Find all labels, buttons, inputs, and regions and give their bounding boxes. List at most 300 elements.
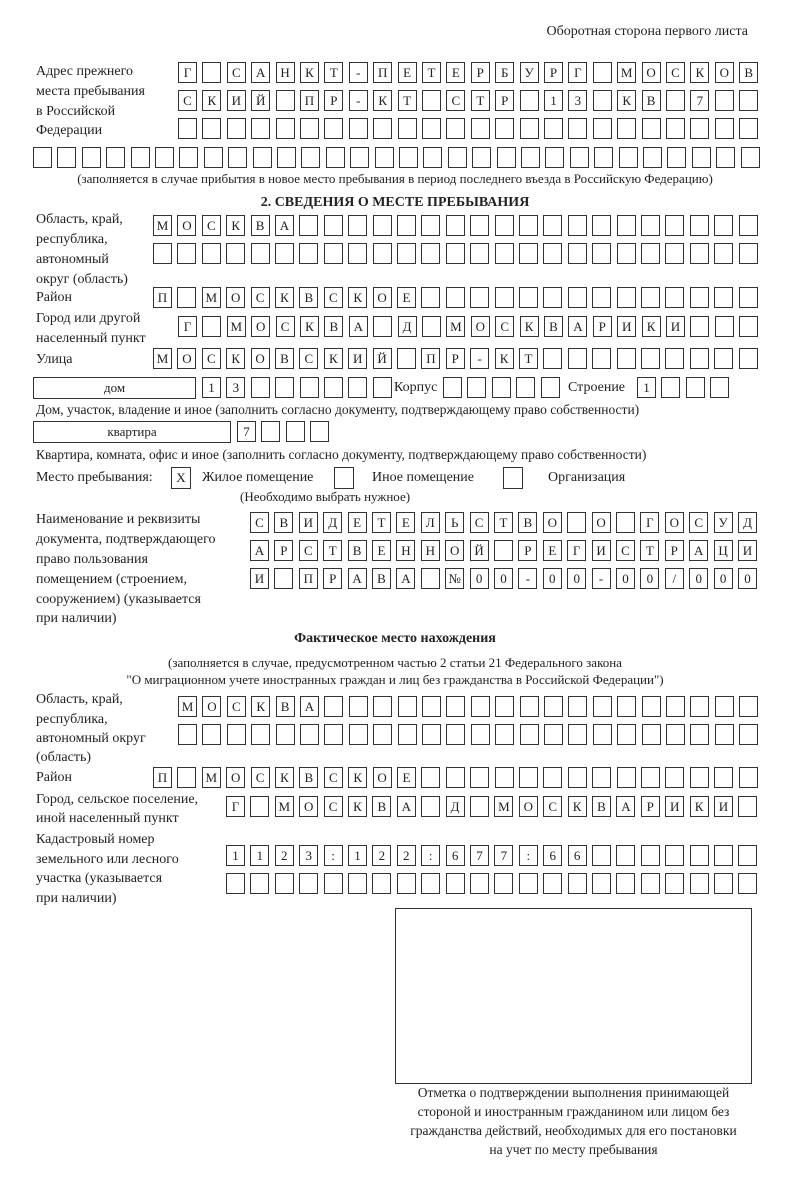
char-cell[interactable]: О [226,767,245,788]
char-cell[interactable] [275,243,294,264]
char-cell[interactable] [641,287,660,308]
char-cell[interactable]: А [397,796,416,817]
char-cell[interactable]: 3 [299,845,318,866]
char-cell[interactable]: К [373,90,392,111]
char-cell[interactable]: 0 [714,568,733,589]
char-cell[interactable] [642,696,661,717]
char-cell[interactable] [594,147,613,168]
char-cell[interactable]: Л [421,512,440,533]
char-cell[interactable]: И [348,348,367,369]
char-cell[interactable]: К [226,215,245,236]
char-cell[interactable] [593,696,612,717]
char-cell[interactable] [373,243,392,264]
char-cell[interactable] [641,348,660,369]
char-cell[interactable] [492,377,511,398]
char-cell[interactable] [397,873,416,894]
char-cell[interactable]: 0 [470,568,489,589]
char-cell[interactable] [519,767,538,788]
char-cell[interactable] [375,147,394,168]
char-cell[interactable]: Й [470,540,489,561]
char-cell[interactable] [33,147,52,168]
char-cell[interactable] [665,287,684,308]
char-cell[interactable]: О [543,512,562,533]
char-cell[interactable] [446,767,465,788]
char-cell[interactable]: И [227,90,246,111]
char-cell[interactable] [349,724,368,745]
char-cell[interactable]: К [348,796,367,817]
place-checkbox-other[interactable] [334,467,354,489]
char-cell[interactable]: 0 [616,568,635,589]
char-cell[interactable]: И [666,316,685,337]
char-cell[interactable] [567,512,586,533]
char-cell[interactable] [421,215,440,236]
char-cell[interactable] [177,243,196,264]
char-cell[interactable] [250,796,269,817]
char-cell[interactable] [470,873,489,894]
char-cell[interactable] [665,348,684,369]
char-cell[interactable] [275,873,294,894]
char-cell[interactable] [177,287,196,308]
char-cell[interactable]: 0 [640,568,659,589]
char-cell[interactable]: - [349,90,368,111]
char-cell[interactable]: Д [738,512,757,533]
char-cell[interactable] [714,767,733,788]
char-cell[interactable]: А [568,316,587,337]
char-cell[interactable] [467,377,486,398]
char-cell[interactable]: В [372,796,391,817]
char-cell[interactable] [715,724,734,745]
char-cell[interactable]: К [202,90,221,111]
char-cell[interactable] [276,724,295,745]
char-cell[interactable] [714,243,733,264]
char-cell[interactable]: Р [324,90,343,111]
char-cell[interactable] [226,873,245,894]
char-cell[interactable]: П [299,568,318,589]
char-cell[interactable] [617,118,636,139]
char-cell[interactable] [568,118,587,139]
char-cell[interactable]: Р [665,540,684,561]
char-cell[interactable] [543,243,562,264]
char-cell[interactable]: У [714,512,733,533]
char-cell[interactable]: 2 [372,845,391,866]
char-cell[interactable] [666,118,685,139]
char-cell[interactable] [568,873,587,894]
char-cell[interactable] [690,348,709,369]
char-cell[interactable]: К [642,316,661,337]
char-cell[interactable]: И [665,796,684,817]
char-cell[interactable] [519,287,538,308]
char-cell[interactable]: А [396,568,415,589]
char-cell[interactable] [228,147,247,168]
char-cell[interactable] [665,845,684,866]
char-cell[interactable] [666,696,685,717]
char-cell[interactable]: М [202,287,221,308]
char-cell[interactable]: 2 [397,845,416,866]
char-cell[interactable] [641,873,660,894]
char-cell[interactable] [642,724,661,745]
char-cell[interactable]: М [494,796,513,817]
char-cell[interactable] [421,796,440,817]
char-cell[interactable] [373,696,392,717]
char-cell[interactable]: С [299,540,318,561]
char-cell[interactable]: 7 [470,845,489,866]
char-cell[interactable] [348,215,367,236]
char-cell[interactable] [421,243,440,264]
char-cell[interactable] [593,62,612,83]
char-cell[interactable]: С [276,316,295,337]
char-cell[interactable] [739,348,758,369]
char-cell[interactable] [446,873,465,894]
char-cell[interactable]: : [324,845,343,866]
char-cell[interactable]: К [275,767,294,788]
char-cell[interactable]: К [690,62,709,83]
char-cell[interactable]: К [348,767,367,788]
char-cell[interactable] [326,147,345,168]
char-cell[interactable] [470,215,489,236]
char-cell[interactable] [274,568,293,589]
char-cell[interactable]: О [519,796,538,817]
char-cell[interactable] [227,118,246,139]
char-cell[interactable] [665,873,684,894]
char-cell[interactable] [422,696,441,717]
char-cell[interactable] [666,724,685,745]
char-cell[interactable] [667,147,686,168]
char-cell[interactable] [446,118,465,139]
char-cell[interactable] [301,147,320,168]
char-cell[interactable] [641,845,660,866]
char-cell[interactable]: А [250,540,269,561]
char-cell[interactable] [348,873,367,894]
char-cell[interactable] [421,767,440,788]
char-cell[interactable]: Ь [445,512,464,533]
char-cell[interactable]: К [226,348,245,369]
char-cell[interactable] [202,316,221,337]
char-cell[interactable]: О [177,215,196,236]
char-cell[interactable] [324,243,343,264]
char-cell[interactable]: Р [495,90,514,111]
char-cell[interactable]: К [251,696,270,717]
char-cell[interactable]: С [666,62,685,83]
char-cell[interactable]: О [445,540,464,561]
char-cell[interactable] [251,243,270,264]
char-cell[interactable] [617,215,636,236]
char-cell[interactable] [471,724,490,745]
char-cell[interactable] [666,90,685,111]
char-cell[interactable] [422,724,441,745]
char-cell[interactable] [421,873,440,894]
char-cell[interactable] [568,767,587,788]
char-cell[interactable] [57,147,76,168]
char-cell[interactable]: 7 [237,421,256,442]
char-cell[interactable]: В [299,287,318,308]
char-cell[interactable]: В [739,62,758,83]
char-cell[interactable]: 3 [568,90,587,111]
char-cell[interactable] [543,215,562,236]
char-cell[interactable] [690,215,709,236]
char-cell[interactable]: Т [324,62,343,83]
char-cell[interactable]: 1 [637,377,656,398]
char-cell[interactable]: И [738,540,757,561]
char-cell[interactable] [541,377,560,398]
char-cell[interactable]: 1 [226,845,245,866]
char-cell[interactable] [398,696,417,717]
char-cell[interactable] [661,377,680,398]
char-cell[interactable]: 3 [226,377,245,398]
char-cell[interactable]: 0 [494,568,513,589]
char-cell[interactable] [471,696,490,717]
char-cell[interactable]: В [276,696,295,717]
char-cell[interactable]: О [251,348,270,369]
char-cell[interactable] [421,568,440,589]
char-cell[interactable]: М [227,316,246,337]
char-cell[interactable]: В [274,512,293,533]
char-cell[interactable] [494,873,513,894]
char-cell[interactable]: О [642,62,661,83]
char-cell[interactable] [592,287,611,308]
char-cell[interactable]: В [372,568,391,589]
char-cell[interactable] [421,287,440,308]
char-cell[interactable] [593,724,612,745]
char-cell[interactable]: Н [421,540,440,561]
char-cell[interactable] [692,147,711,168]
char-cell[interactable] [665,767,684,788]
char-cell[interactable] [690,696,709,717]
char-cell[interactable]: О [373,287,392,308]
char-cell[interactable]: С [543,796,562,817]
char-cell[interactable] [179,147,198,168]
char-cell[interactable] [521,147,540,168]
char-cell[interactable] [350,147,369,168]
char-cell[interactable] [741,147,760,168]
char-cell[interactable] [519,215,538,236]
char-cell[interactable]: И [250,568,269,589]
char-cell[interactable] [710,377,729,398]
char-cell[interactable] [300,377,319,398]
char-cell[interactable]: : [519,845,538,866]
char-cell[interactable] [276,118,295,139]
char-cell[interactable]: С [251,767,270,788]
char-cell[interactable] [471,118,490,139]
char-cell[interactable]: К [300,316,319,337]
char-cell[interactable] [446,287,465,308]
char-cell[interactable]: О [715,62,734,83]
char-cell[interactable]: Г [178,62,197,83]
char-cell[interactable] [617,243,636,264]
char-cell[interactable]: О [202,696,221,717]
char-cell[interactable]: 0 [689,568,708,589]
char-cell[interactable] [131,147,150,168]
char-cell[interactable] [349,118,368,139]
char-cell[interactable] [616,845,635,866]
char-cell[interactable] [277,147,296,168]
char-cell[interactable] [739,696,758,717]
char-cell[interactable]: Т [422,62,441,83]
char-cell[interactable] [643,147,662,168]
char-cell[interactable] [642,118,661,139]
char-cell[interactable]: Т [640,540,659,561]
char-cell[interactable] [470,767,489,788]
char-cell[interactable] [470,243,489,264]
char-cell[interactable]: Р [518,540,537,561]
char-cell[interactable]: В [251,215,270,236]
char-cell[interactable]: : [421,845,440,866]
char-cell[interactable] [570,147,589,168]
char-cell[interactable] [739,90,758,111]
char-cell[interactable] [593,118,612,139]
char-cell[interactable] [398,724,417,745]
char-cell[interactable] [714,215,733,236]
char-cell[interactable] [592,767,611,788]
char-cell[interactable] [446,215,465,236]
char-cell[interactable]: Г [226,796,245,817]
char-cell[interactable] [714,873,733,894]
char-cell[interactable]: А [348,568,367,589]
char-cell[interactable]: С [227,696,246,717]
char-cell[interactable]: 7 [494,845,513,866]
char-cell[interactable]: Р [274,540,293,561]
char-cell[interactable]: А [251,62,270,83]
char-cell[interactable] [617,696,636,717]
char-cell[interactable]: Р [641,796,660,817]
char-cell[interactable]: П [373,62,392,83]
char-cell[interactable]: С [227,62,246,83]
char-cell[interactable] [544,696,563,717]
char-cell[interactable]: А [349,316,368,337]
char-cell[interactable] [592,845,611,866]
char-cell[interactable]: В [642,90,661,111]
char-cell[interactable] [568,348,587,369]
char-cell[interactable] [398,118,417,139]
char-cell[interactable]: Е [446,62,465,83]
char-cell[interactable]: У [520,62,539,83]
char-cell[interactable] [714,287,733,308]
char-cell[interactable]: В [324,316,343,337]
char-cell[interactable] [373,118,392,139]
char-cell[interactable] [448,147,467,168]
char-cell[interactable] [497,147,516,168]
char-cell[interactable]: П [300,90,319,111]
char-cell[interactable] [399,147,418,168]
char-cell[interactable] [619,147,638,168]
char-cell[interactable] [261,421,280,442]
char-cell[interactable] [495,215,514,236]
char-cell[interactable] [544,724,563,745]
place-checkbox-organization[interactable] [503,467,523,489]
char-cell[interactable] [446,724,465,745]
char-cell[interactable] [716,147,735,168]
char-cell[interactable]: М [446,316,465,337]
char-cell[interactable] [227,724,246,745]
char-cell[interactable]: Д [323,512,342,533]
char-cell[interactable] [495,724,514,745]
char-cell[interactable] [299,873,318,894]
char-cell[interactable] [155,147,174,168]
char-cell[interactable]: - [592,568,611,589]
char-cell[interactable] [324,377,343,398]
char-cell[interactable] [495,696,514,717]
char-cell[interactable]: 0 [738,568,757,589]
char-cell[interactable] [690,287,709,308]
char-cell[interactable]: А [616,796,635,817]
char-cell[interactable]: О [373,767,392,788]
char-cell[interactable]: В [518,512,537,533]
char-cell[interactable]: К [275,287,294,308]
char-cell[interactable]: О [592,512,611,533]
char-cell[interactable] [443,377,462,398]
char-cell[interactable] [373,724,392,745]
char-cell[interactable]: А [300,696,319,717]
char-cell[interactable] [715,696,734,717]
char-cell[interactable]: А [689,540,708,561]
char-cell[interactable] [715,316,734,337]
char-cell[interactable] [422,118,441,139]
char-cell[interactable] [422,316,441,337]
char-cell[interactable] [82,147,101,168]
char-cell[interactable]: С [470,512,489,533]
char-cell[interactable] [253,147,272,168]
char-cell[interactable] [592,873,611,894]
char-cell[interactable] [690,767,709,788]
char-cell[interactable]: Г [568,62,587,83]
char-cell[interactable]: - [349,62,368,83]
char-cell[interactable]: 1 [544,90,563,111]
char-cell[interactable] [616,512,635,533]
char-cell[interactable] [617,287,636,308]
char-cell[interactable] [310,421,329,442]
char-cell[interactable]: 6 [446,845,465,866]
char-cell[interactable] [202,62,221,83]
char-cell[interactable] [324,118,343,139]
char-cell[interactable]: М [153,215,172,236]
char-cell[interactable] [738,845,757,866]
char-cell[interactable] [616,873,635,894]
char-cell[interactable] [738,873,757,894]
char-cell[interactable] [373,316,392,337]
char-cell[interactable]: Й [251,90,270,111]
char-cell[interactable]: Б [495,62,514,83]
char-cell[interactable]: М [617,62,636,83]
char-cell[interactable]: Р [471,62,490,83]
char-cell[interactable]: О [665,512,684,533]
char-cell[interactable] [520,724,539,745]
char-cell[interactable]: С [495,316,514,337]
char-cell[interactable]: К [520,316,539,337]
char-cell[interactable]: С [250,512,269,533]
char-cell[interactable] [324,873,343,894]
char-cell[interactable]: Г [178,316,197,337]
char-cell[interactable] [324,724,343,745]
char-cell[interactable] [739,287,758,308]
char-cell[interactable]: Н [276,62,295,83]
char-cell[interactable] [592,215,611,236]
char-cell[interactable] [251,377,270,398]
char-cell[interactable] [178,724,197,745]
char-cell[interactable] [251,118,270,139]
char-cell[interactable]: Н [396,540,415,561]
char-cell[interactable] [178,118,197,139]
char-cell[interactable] [617,767,636,788]
char-cell[interactable]: Е [348,512,367,533]
char-cell[interactable] [641,243,660,264]
char-cell[interactable]: Р [323,568,342,589]
char-cell[interactable]: Й [373,348,392,369]
char-cell[interactable] [202,724,221,745]
char-cell[interactable] [690,873,709,894]
char-cell[interactable] [153,243,172,264]
char-cell[interactable]: Т [471,90,490,111]
char-cell[interactable] [494,540,513,561]
char-cell[interactable]: В [275,348,294,369]
